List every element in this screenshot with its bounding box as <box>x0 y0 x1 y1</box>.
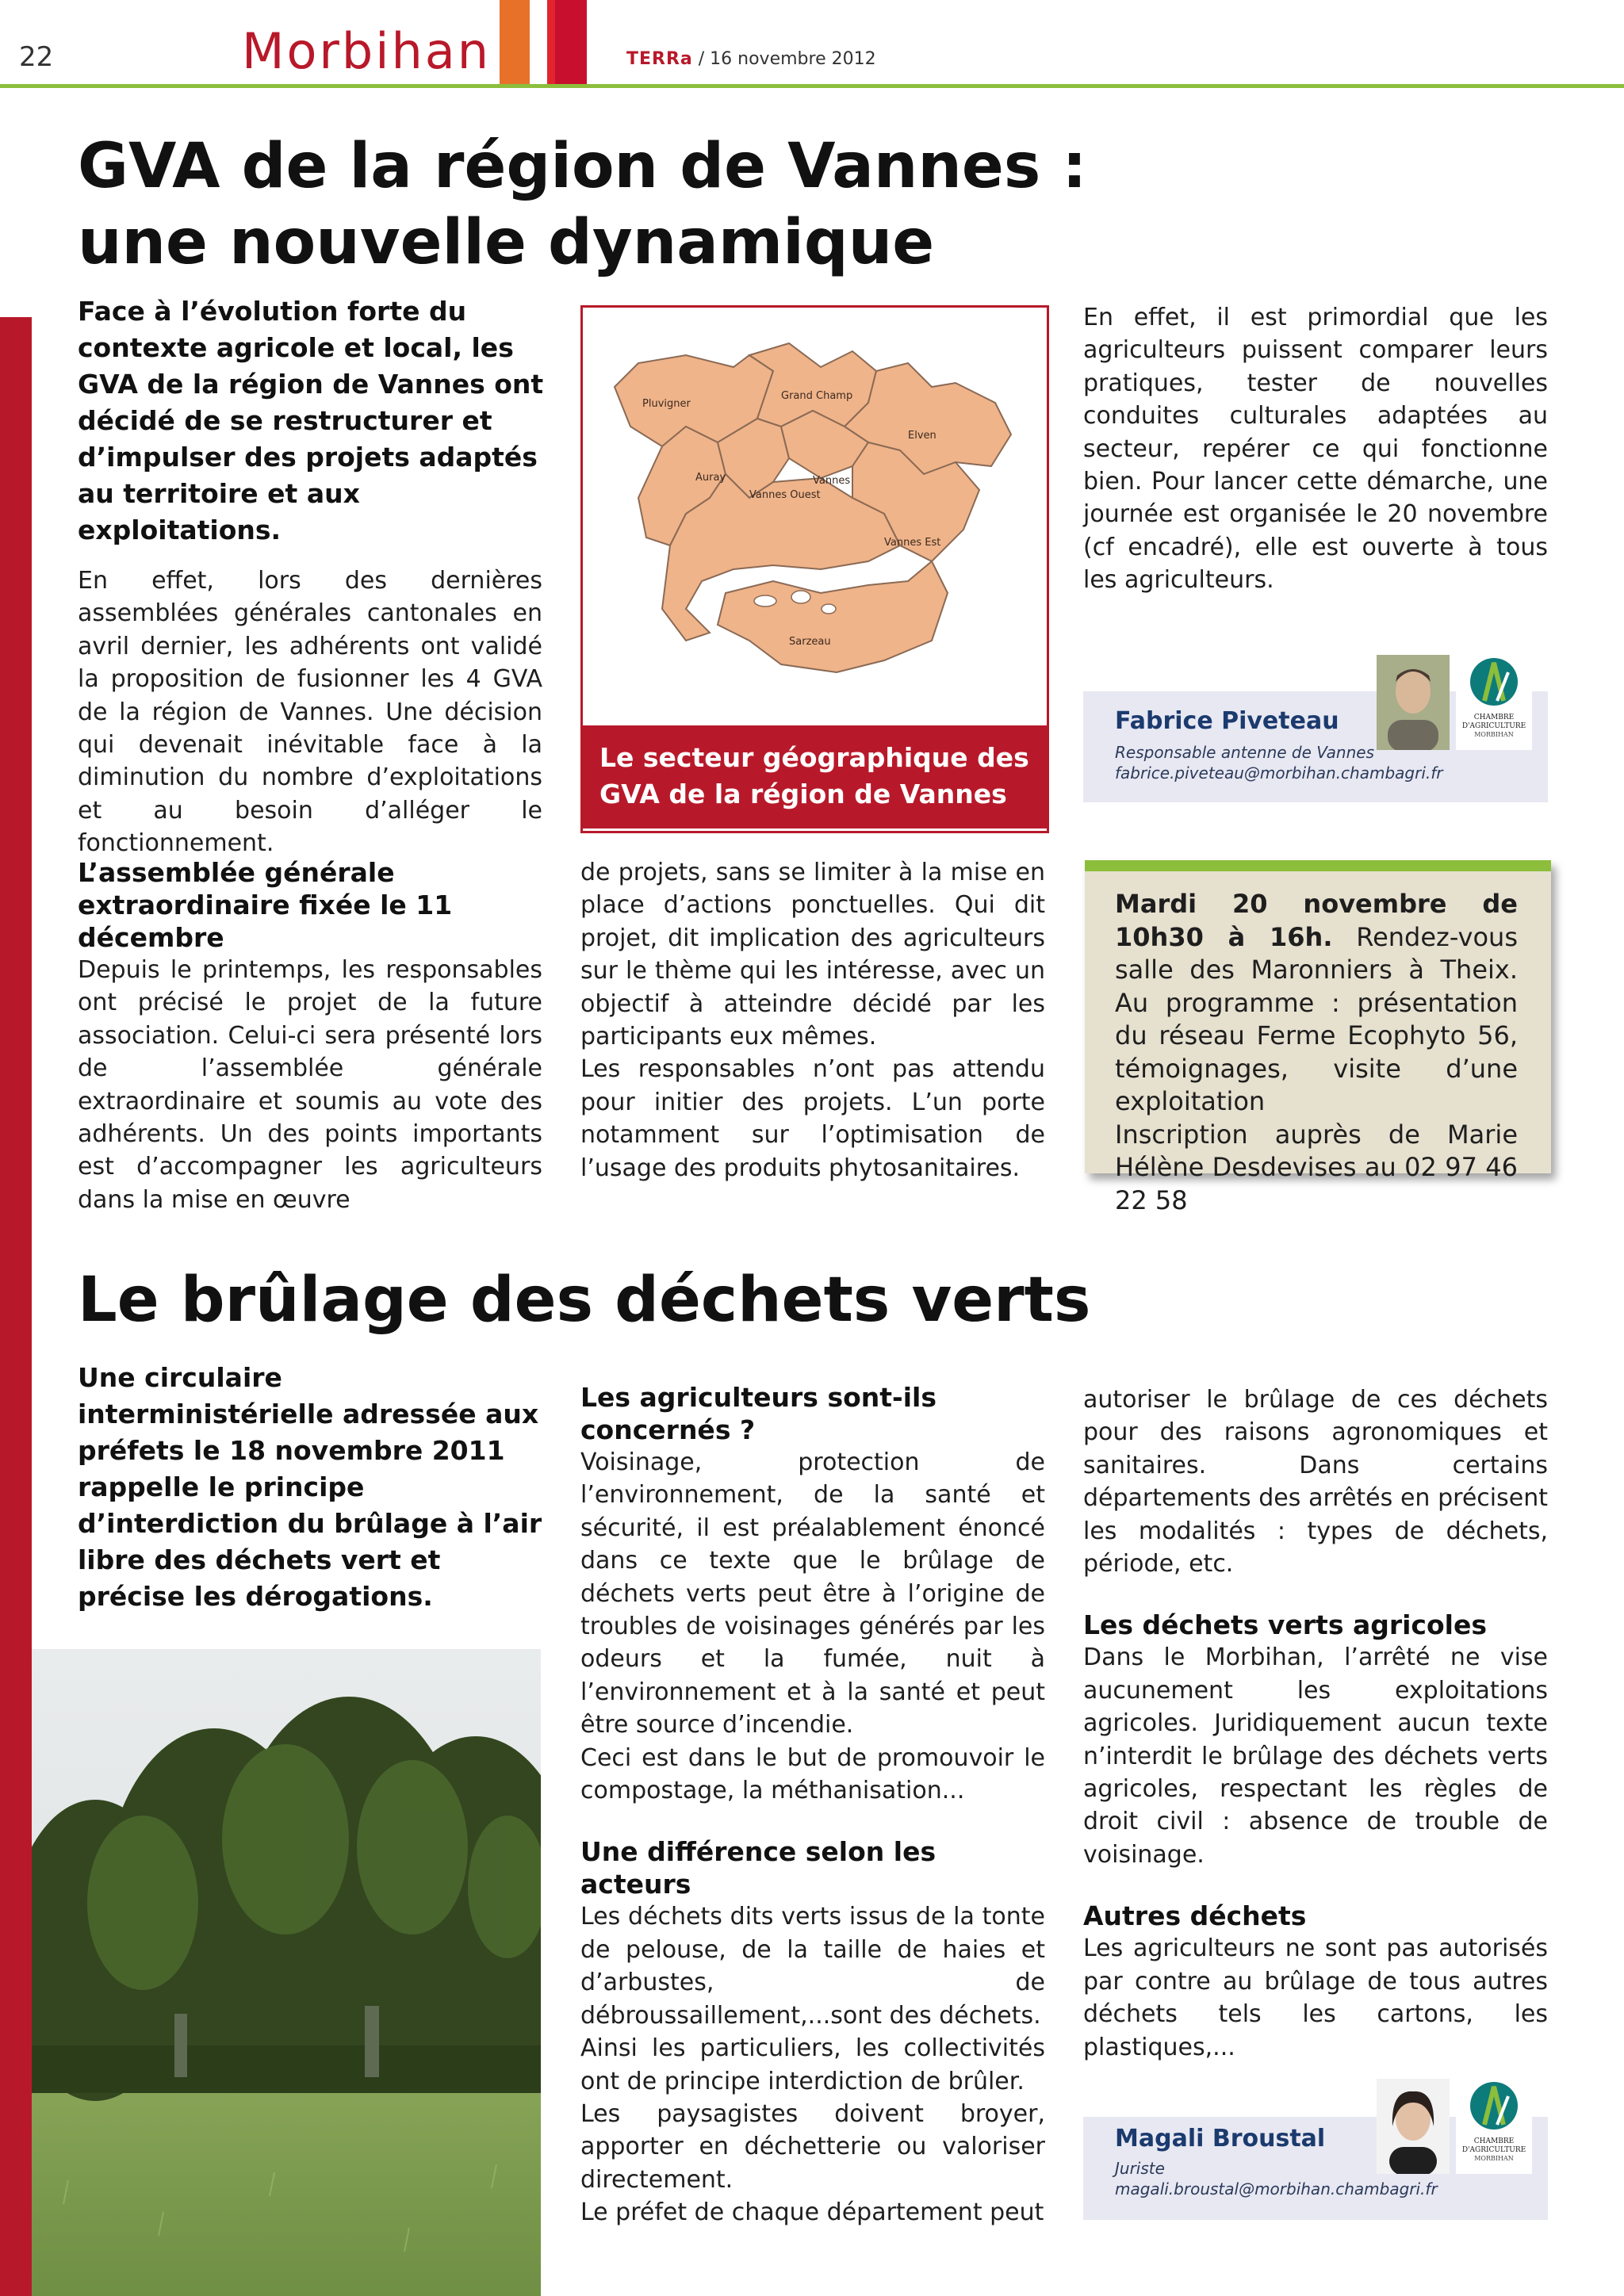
article2-col3 <box>1083 1383 1548 2064</box>
article2-subhead3: Les déchets verts agricoles <box>1083 1609 1488 1641</box>
article2-title: Le brûlage des déchets verts <box>78 1265 1091 1336</box>
logo-text-line1: CHAMBRE <box>1473 2137 1515 2145</box>
article2-para8: Dans le Morbihan, l’arrêté ne vise aucunement les exploitations agricoles. Juridiquement aucun texte n’interdit le brûlage des déchets verts agricoles, respectant les règles de droit civil : absence de trouble de voisinage. <box>1083 1644 1548 1869</box>
chambre-agriculture-logo-2 <box>1456 2079 1532 2174</box>
map-label-vannes: Vannes <box>813 475 851 487</box>
map-caption: Le secteur géographique des GVA de la région de Vannes <box>580 725 1049 828</box>
article1-col2-bottom <box>580 856 1045 1184</box>
map-label-sarzeau: Sarzeau <box>789 636 831 648</box>
article1-lead: Face à l’évolution forte du contexte agricole et local, les GVA de la région de Vannes ont décidé de se restructurer et d’impulser des projets adaptés au territoire et aux exploitations. <box>78 296 544 545</box>
event-box-top-bar <box>1085 860 1551 871</box>
photo-piveteau <box>1377 655 1450 750</box>
header-block-darkred <box>555 0 587 87</box>
logo-text-line3: MORBIHAN <box>1474 2155 1514 2162</box>
gva-region-map <box>583 308 1047 728</box>
publication-date: / 16 novembre 2012 <box>698 49 876 69</box>
map-label-pluvigner: Pluvigner <box>642 398 691 410</box>
article2-subhead4: Autres déchets <box>1083 1900 1307 1932</box>
publication-info <box>626 49 876 69</box>
map-label-vannes-est: Vannes Est <box>884 537 941 549</box>
article2-para9: Les agriculteurs ne sont pas autorisés par contre au brûlage de tous autres déchets tels les cartons, les plastiques,... <box>1083 1934 1548 2061</box>
article2-para7: autoriser le brûlage de ces déchets pour des raisons agronomiques et sanitaires. Dans certains départements des arrêtés en précisent les modalités : types de déchets, période, etc. <box>1083 1386 1548 1578</box>
contact-name-piveteau: Fabrice Piveteau <box>1115 707 1339 735</box>
map-island-2 <box>791 591 810 603</box>
logo-text-line2: D'AGRICULTURE <box>1461 722 1526 730</box>
article2-lead: Une circulaire interministérielle adressée aux préfets le 18 novembre 2011 rappelle le principe d’interdiction du brûlage à l’air libre des déchets vert et précise les dérogations. <box>78 1362 542 1612</box>
article1-para1: Depuis le printemps, les responsables ont précisé le projet de la future association. Celui-ci sera présenté lors de l’assemblée générale extraordinaire et soumis au vote des adhérents. Un des points importants est d’accompagner les agriculteurs dans la mise en œuvre <box>78 956 542 1214</box>
contact-role-piveteau: Responsable antenne de Vannes <box>1115 743 1375 762</box>
map-label-auray: Auray <box>695 472 726 484</box>
hedge-photo <box>32 1649 541 2296</box>
map-island-1 <box>754 595 776 607</box>
person-portrait-icon <box>1377 2079 1450 2174</box>
publication-name: TERRa <box>626 49 693 69</box>
chambre-agriculture-logo <box>1456 655 1532 750</box>
article1-title <box>78 128 1188 281</box>
event-registration: Inscription auprès de Marie Hélène Desdevises au 02 97 46 22 58 <box>1115 1119 1518 1215</box>
article1-title-line1: GVA de la région de Vannes : <box>78 131 1087 202</box>
chambre-agriculture-logo-mark <box>1456 2079 1532 2134</box>
header-block-orange <box>500 0 530 87</box>
map-label-grand-champ: Grand Champ <box>781 390 853 402</box>
logo-text-line3: MORBIHAN <box>1474 731 1514 738</box>
logo-text-line1: CHAMBRE <box>1473 714 1515 721</box>
contact-name-broustal: Magali Broustal <box>1115 2125 1326 2152</box>
article1-subhead: L’assemblée générale extraordinaire fixée le 11 décembre <box>78 857 453 953</box>
article2-subhead2: Une différence selon les acteurs <box>580 1836 936 1900</box>
article2-para3: Les déchets dits verts issus de la tonte de pelouse, de la taille de haies et d’arbustes, de débroussaillement,...sont des déchets. <box>580 1903 1045 2030</box>
article1-col1-bottom <box>78 856 542 1216</box>
header-rule <box>0 84 1624 88</box>
section-title: Morbihan <box>242 22 492 80</box>
photo-broustal <box>1377 2079 1450 2174</box>
map-island-3 <box>822 604 836 614</box>
contact-email-broustal[interactable]: magali.broustal@morbihan.chambagri.fr <box>1115 2179 1438 2198</box>
article2-para5: Les paysagistes doivent broyer, apporter en déchetterie ou valoriser directement. <box>580 2099 1045 2194</box>
event-date: Mardi 20 novembre de 10h30 à 16h. <box>1115 889 1518 952</box>
map-label-vannes-ouest: Vannes Ouest <box>749 489 821 501</box>
event-details: Rendez-vous salle des Maronniers à Theix. Au programme : présentation du réseau Ferme Ecophyto 56, témoignages, visite d’une exploitation <box>1115 921 1518 1116</box>
article1-para3: Les responsables n’ont pas attendu pour initier des projets. L’un porte notamment sur l’optimisation de l’usage des produits phytosanitaires. <box>580 1055 1045 1182</box>
contact-role-broustal: Juriste <box>1115 2159 1165 2178</box>
article1-para2: de projets, sans se limiter à la mise en place d’actions ponctuelles. Qui dit projet, dit implication des agriculteurs sur le thème qui les intéresse, avec un objectif à atteindre décidé par les participants eux mêmes. <box>580 859 1045 1051</box>
article1-col3-text: En effet, il est primordial que les agriculteurs puissent comparer leurs pratiques, tester de nouvelles conduites culturales adaptées au secteur, repérer ce qui fonctionne bien. Pour lancer cette démarche, une journée est organisée le 20 novembre (cf encadré), elle est ouverte à tous les agriculteurs. <box>1083 304 1548 595</box>
article2-col2 <box>580 1381 1045 2229</box>
article2-para2: Ceci est dans le but de promouvoir le compostage, la méthanisation... <box>580 1743 1045 1805</box>
article1-title-line2: une nouvelle dynamique <box>78 207 935 278</box>
article2-para6: Le préfet de chaque département peut <box>580 2198 1044 2227</box>
logo-text-line2: D'AGRICULTURE <box>1461 2146 1526 2154</box>
article2-para1: Voisinage, protection de l’environnement, de la santé et sécurité, il est préalablement énoncé dans ce texte que le brûlage de déchets verts peut être à l’origine de troubles de voisinages générés par les odeurs et la fumée, nuit à l’environnement et à la santé et peut être source d’incendie. <box>580 1448 1045 1739</box>
article1-intro: En effet, lors des dernières assemblées générales cantonales en avril dernier, les adhérents ont validé la proposition de fusionner les 4 GVA de la région de Vannes. Une décision qui devenait inévitable face à la diminution du nombre d’exploitations et au besoin d’alléger le fonctionnement. <box>78 567 542 858</box>
map-label-elven: Elven <box>908 430 936 442</box>
left-margin-bar <box>0 317 32 2296</box>
trees-landscape-image <box>32 1649 541 2296</box>
page-header <box>0 0 1624 89</box>
contact-email-piveteau[interactable]: fabrice.piveteau@morbihan.chambagri.fr <box>1115 763 1443 783</box>
map-zone-sarzeau <box>718 561 948 672</box>
page-number: 22 <box>19 41 54 73</box>
person-portrait-icon <box>1377 655 1450 750</box>
event-box-text <box>1115 888 1518 1217</box>
article2-subhead1: Les agriculteurs sont-ils concernés ? <box>580 1382 936 1445</box>
article2-para4: Ainsi les particuliers, les collectivités ont de principe interdiction de brûler. <box>580 2034 1045 2095</box>
chambre-agriculture-logo-mark <box>1456 655 1532 710</box>
